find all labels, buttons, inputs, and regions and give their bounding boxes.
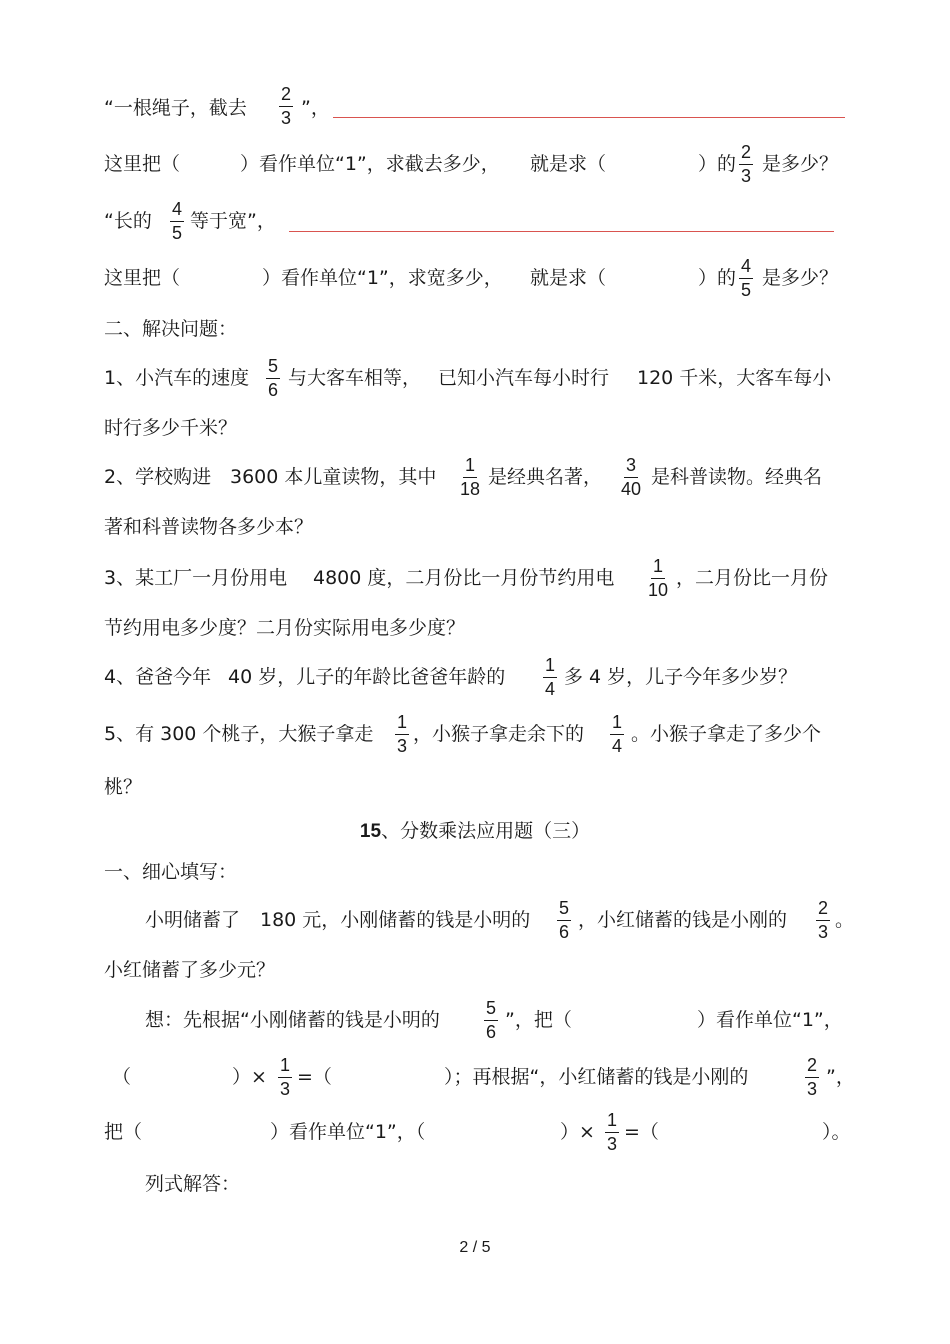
text: 。 — [835, 909, 855, 931]
numerator: 1 — [543, 655, 557, 678]
text: 这里把（ — [104, 267, 181, 289]
think-text: 想：先根据“小刚储蓄的钱是小明的 — [145, 1009, 440, 1031]
text: =（ — [624, 1121, 659, 1143]
text: 是科普读物。经典名 — [651, 466, 823, 488]
text: 把（ — [104, 1121, 143, 1143]
fraction — [278, 1055, 292, 1099]
fraction — [557, 898, 571, 942]
numerator: 1 — [610, 712, 624, 735]
denominator: 3 — [607, 1134, 618, 1154]
denominator: 6 — [486, 1022, 497, 1042]
fraction — [266, 356, 280, 400]
text: 这里把（ — [104, 153, 181, 175]
fraction — [484, 998, 498, 1042]
fraction — [648, 556, 668, 600]
answer-line[interactable] — [289, 231, 834, 232]
text: 桃？ — [104, 776, 143, 798]
text: 是多少？ — [762, 153, 839, 175]
text: ”， — [826, 1066, 855, 1088]
denominator: 4 — [545, 679, 556, 699]
answer-label: 列式解答： — [145, 1173, 241, 1195]
fraction — [739, 256, 753, 300]
answer-line[interactable] — [333, 117, 845, 118]
text: ）看作单位“1”，（ — [270, 1121, 426, 1143]
lesson-title-text: 、分数乘法应用题（三） — [381, 820, 591, 842]
fraction — [816, 898, 830, 942]
numerator: 5 — [266, 356, 280, 379]
numerator: 4 — [739, 256, 753, 279]
numerator: 5 — [484, 998, 498, 1021]
text: （ — [112, 1066, 132, 1088]
denominator: 5 — [741, 280, 752, 300]
fraction — [805, 1055, 819, 1099]
text: ）看作单位“1”，求截去多少， — [240, 153, 500, 175]
denominator: 6 — [559, 922, 570, 942]
rope-quote-end: ”， — [301, 97, 330, 119]
text: 著和科普读物各多少本？ — [104, 516, 314, 538]
text: 就是求（ — [530, 153, 607, 175]
text: 。小猴子拿走了多少个 — [631, 723, 822, 745]
text: 是多少？ — [762, 267, 839, 289]
text: 4800 度，二月份比一月份节约用电 — [313, 567, 615, 589]
text: 已知小汽车每小时行 — [438, 367, 610, 389]
fraction — [605, 1110, 619, 1154]
text: ，小猴子拿走余下的 — [413, 723, 585, 745]
question-4: 4、爸爸今年 — [104, 666, 212, 688]
question-1: 1、小汽车的速度 — [104, 367, 250, 389]
question-2: 2、学校购进 — [104, 466, 212, 488]
text: ）看作单位“1”， — [697, 1009, 843, 1031]
text: 多 4 岁，儿子今年多少岁？ — [564, 666, 798, 688]
question-5: 5、有 300 个桃子，大猴子拿走 — [104, 723, 374, 745]
numerator: 3 — [624, 455, 638, 478]
text: 3600 本儿童读物，其中 — [230, 466, 437, 488]
text: ）的 — [698, 267, 737, 289]
fraction — [170, 199, 184, 243]
text: ）；再根据“，小红储蓄的钱是小刚的 — [444, 1066, 749, 1088]
denominator: 18 — [460, 479, 481, 499]
text: ）。 — [822, 1121, 851, 1143]
numerator: 2 — [279, 84, 293, 107]
text: 180 元，小刚储蓄的钱是小明的 — [260, 909, 531, 931]
text: ）× — [232, 1066, 267, 1088]
text: 就是求（ — [530, 267, 607, 289]
text: 节约用电多少度？二月份实际用电多少度？ — [104, 617, 466, 639]
fraction — [621, 455, 641, 499]
text: 与大客车相等， — [288, 367, 422, 389]
text: ，二月份比一月份 — [676, 567, 829, 589]
fraction — [543, 655, 557, 699]
text: =（ — [297, 1066, 332, 1088]
rope-quote: “一根绳子，截去 — [104, 97, 247, 119]
text: ）× — [560, 1121, 595, 1143]
text: ）的 — [698, 153, 737, 175]
text: ”，把（ — [505, 1009, 572, 1031]
text: 时行多少千米？ — [104, 417, 238, 439]
numerator: 1 — [395, 712, 409, 735]
denominator: 10 — [648, 580, 669, 600]
fraction — [395, 712, 409, 756]
length-quote: “长的 — [104, 210, 152, 232]
text: ，小红储蓄的钱是小刚的 — [578, 909, 788, 931]
section-title: 二、解决问题： — [104, 318, 238, 340]
fraction — [739, 142, 753, 186]
denominator: 3 — [281, 108, 292, 128]
question-3: 3、某工厂一月份用电 — [104, 567, 288, 589]
numerator: 5 — [557, 898, 571, 921]
page-number: 2 / 5 — [459, 1239, 491, 1256]
denominator: 5 — [172, 223, 183, 243]
denominator: 6 — [268, 380, 279, 400]
text: 是经典名著， — [488, 466, 603, 488]
denominator: 3 — [807, 1079, 818, 1099]
fraction — [460, 455, 480, 499]
numerator: 2 — [805, 1055, 819, 1078]
lesson-number: 15 — [359, 821, 382, 842]
denominator: 4 — [612, 736, 623, 756]
text: 小红储蓄了多少元？ — [104, 959, 276, 981]
fraction — [610, 712, 624, 756]
denominator: 3 — [741, 166, 752, 186]
text: 40 岁，儿子的年龄比爸爸年龄的 — [228, 666, 506, 688]
sub-title: 一、细心填写： — [104, 861, 238, 883]
denominator: 40 — [621, 479, 642, 499]
text: ）看作单位“1”，求宽多少， — [262, 267, 503, 289]
denominator: 3 — [397, 736, 408, 756]
denominator: 3 — [818, 922, 829, 942]
numerator: 4 — [170, 199, 184, 222]
numerator: 1 — [605, 1110, 619, 1133]
numerator: 2 — [816, 898, 830, 921]
length-quote-end: 等于宽”， — [190, 210, 276, 232]
lesson-title — [0, 819, 950, 844]
numerator: 1 — [278, 1055, 292, 1078]
text: 小明储蓄了 — [145, 909, 241, 931]
text: 120 千米，大客车每小 — [637, 367, 832, 389]
numerator: 1 — [463, 455, 477, 478]
numerator: 2 — [739, 142, 753, 165]
fraction — [279, 84, 293, 128]
denominator: 3 — [280, 1079, 291, 1099]
numerator: 1 — [651, 556, 665, 579]
